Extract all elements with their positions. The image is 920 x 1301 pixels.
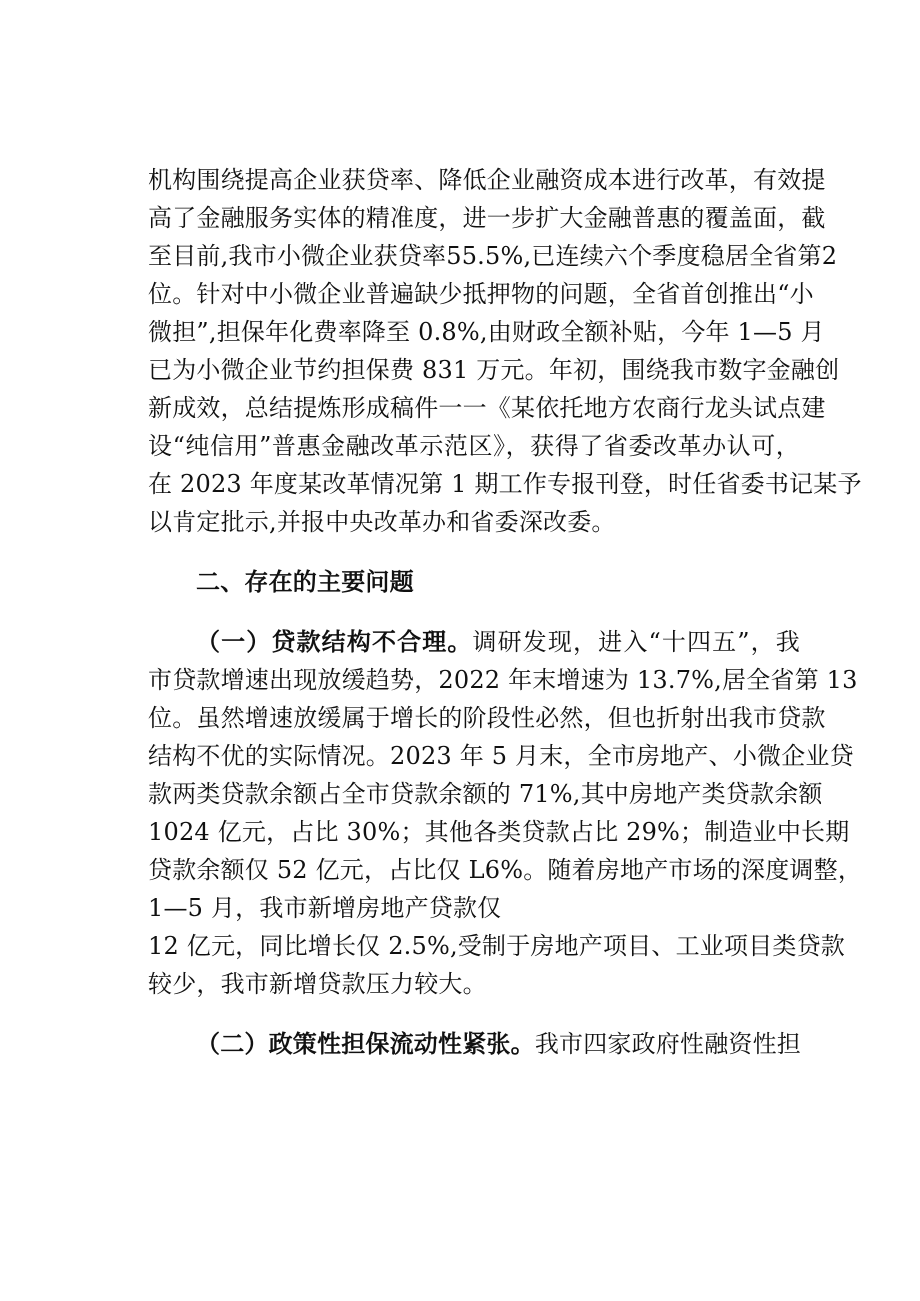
paragraph-line: 微担”,担保年化费率降至 0.8%,由财政全额补贴，今年 1—5 月 [148,318,825,346]
paragraph-line: 款两类贷款余额占全市贷款余额的 71%,其中房地产类贷款余额 [148,780,823,808]
paragraph-line: 高了金融服务实体的精准度，进一步扩大金融普惠的覆盖面，截 [148,204,826,232]
paragraph-line: 1024 亿元，占比 30%；其他各类贷款占比 29%；制造业中长期 [148,818,850,846]
paragraph-text: 调研发现，进入“十四五”，我 [472,628,801,656]
paragraph-line: 设“纯信用”普惠金融改革示范区》，获得了省委改革办认可， [148,432,800,460]
paragraph-text: 我市四家政府性融资性担 [534,1030,802,1058]
subsection-lead: （二）政策性担保流动性紧张。 [196,1030,535,1058]
paragraph-line: 位。虽然增速放缓属于增长的阶段性必然，但也折射出我市贷款 [148,704,826,732]
paragraph-line: 在 2023 年度某改革情况第 1 期工作专报刊登，时任省委书记某予 [148,470,862,498]
paragraph-line: 至目前,我市小微企业获贷率55.5%,已连续六个季度稳居全省第2 [148,242,838,270]
paragraph-line: 1—5 月，我市新增房地产贷款仅 [148,894,502,922]
section-heading: 二、存在的主要问题 [196,568,414,596]
paragraph-first-line [196,626,800,658]
paragraph-line: 新成效，总结提炼形成稿件一一《某依托地方农商行龙头试点建 [148,394,826,422]
paragraph-line: 以肯定批示,并报中央改革办和省委深改委。 [148,508,616,536]
paragraph-line: 贷款余额仅 52 亿元，占比仅 L6%。随着房地产市场的深度调整， [148,856,863,884]
paragraph-line: 市贷款增速出现放缓趋势，2022 年末增速为 13.7%,居全省第 13 [148,666,858,694]
paragraph-first-line [196,1028,800,1060]
paragraph-line: 机构围绕提高企业获贷率、降低企业融资成本进行改革，有效提 [148,166,826,194]
paragraph-line: 位。针对中小微企业普遍缺少抵押物的问题，全省首创推出“小 [148,280,814,308]
subsection-lead: （一）贷款结构不合理。 [196,628,473,656]
paragraph-line: 较少，我市新增贷款压力较大。 [148,970,487,998]
paragraph-line: 结构不优的实际情况。2023 年 5 月末，全市房地产、小微企业贷 [148,742,854,770]
paragraph-line: 12 亿元，同比增长仅 2.5%,受制于房地产项目、工业项目类贷款 [148,932,845,960]
paragraph-line: 已为小微企业节约担保费 831 万元。年初，围绕我市数字金融创 [148,356,840,384]
